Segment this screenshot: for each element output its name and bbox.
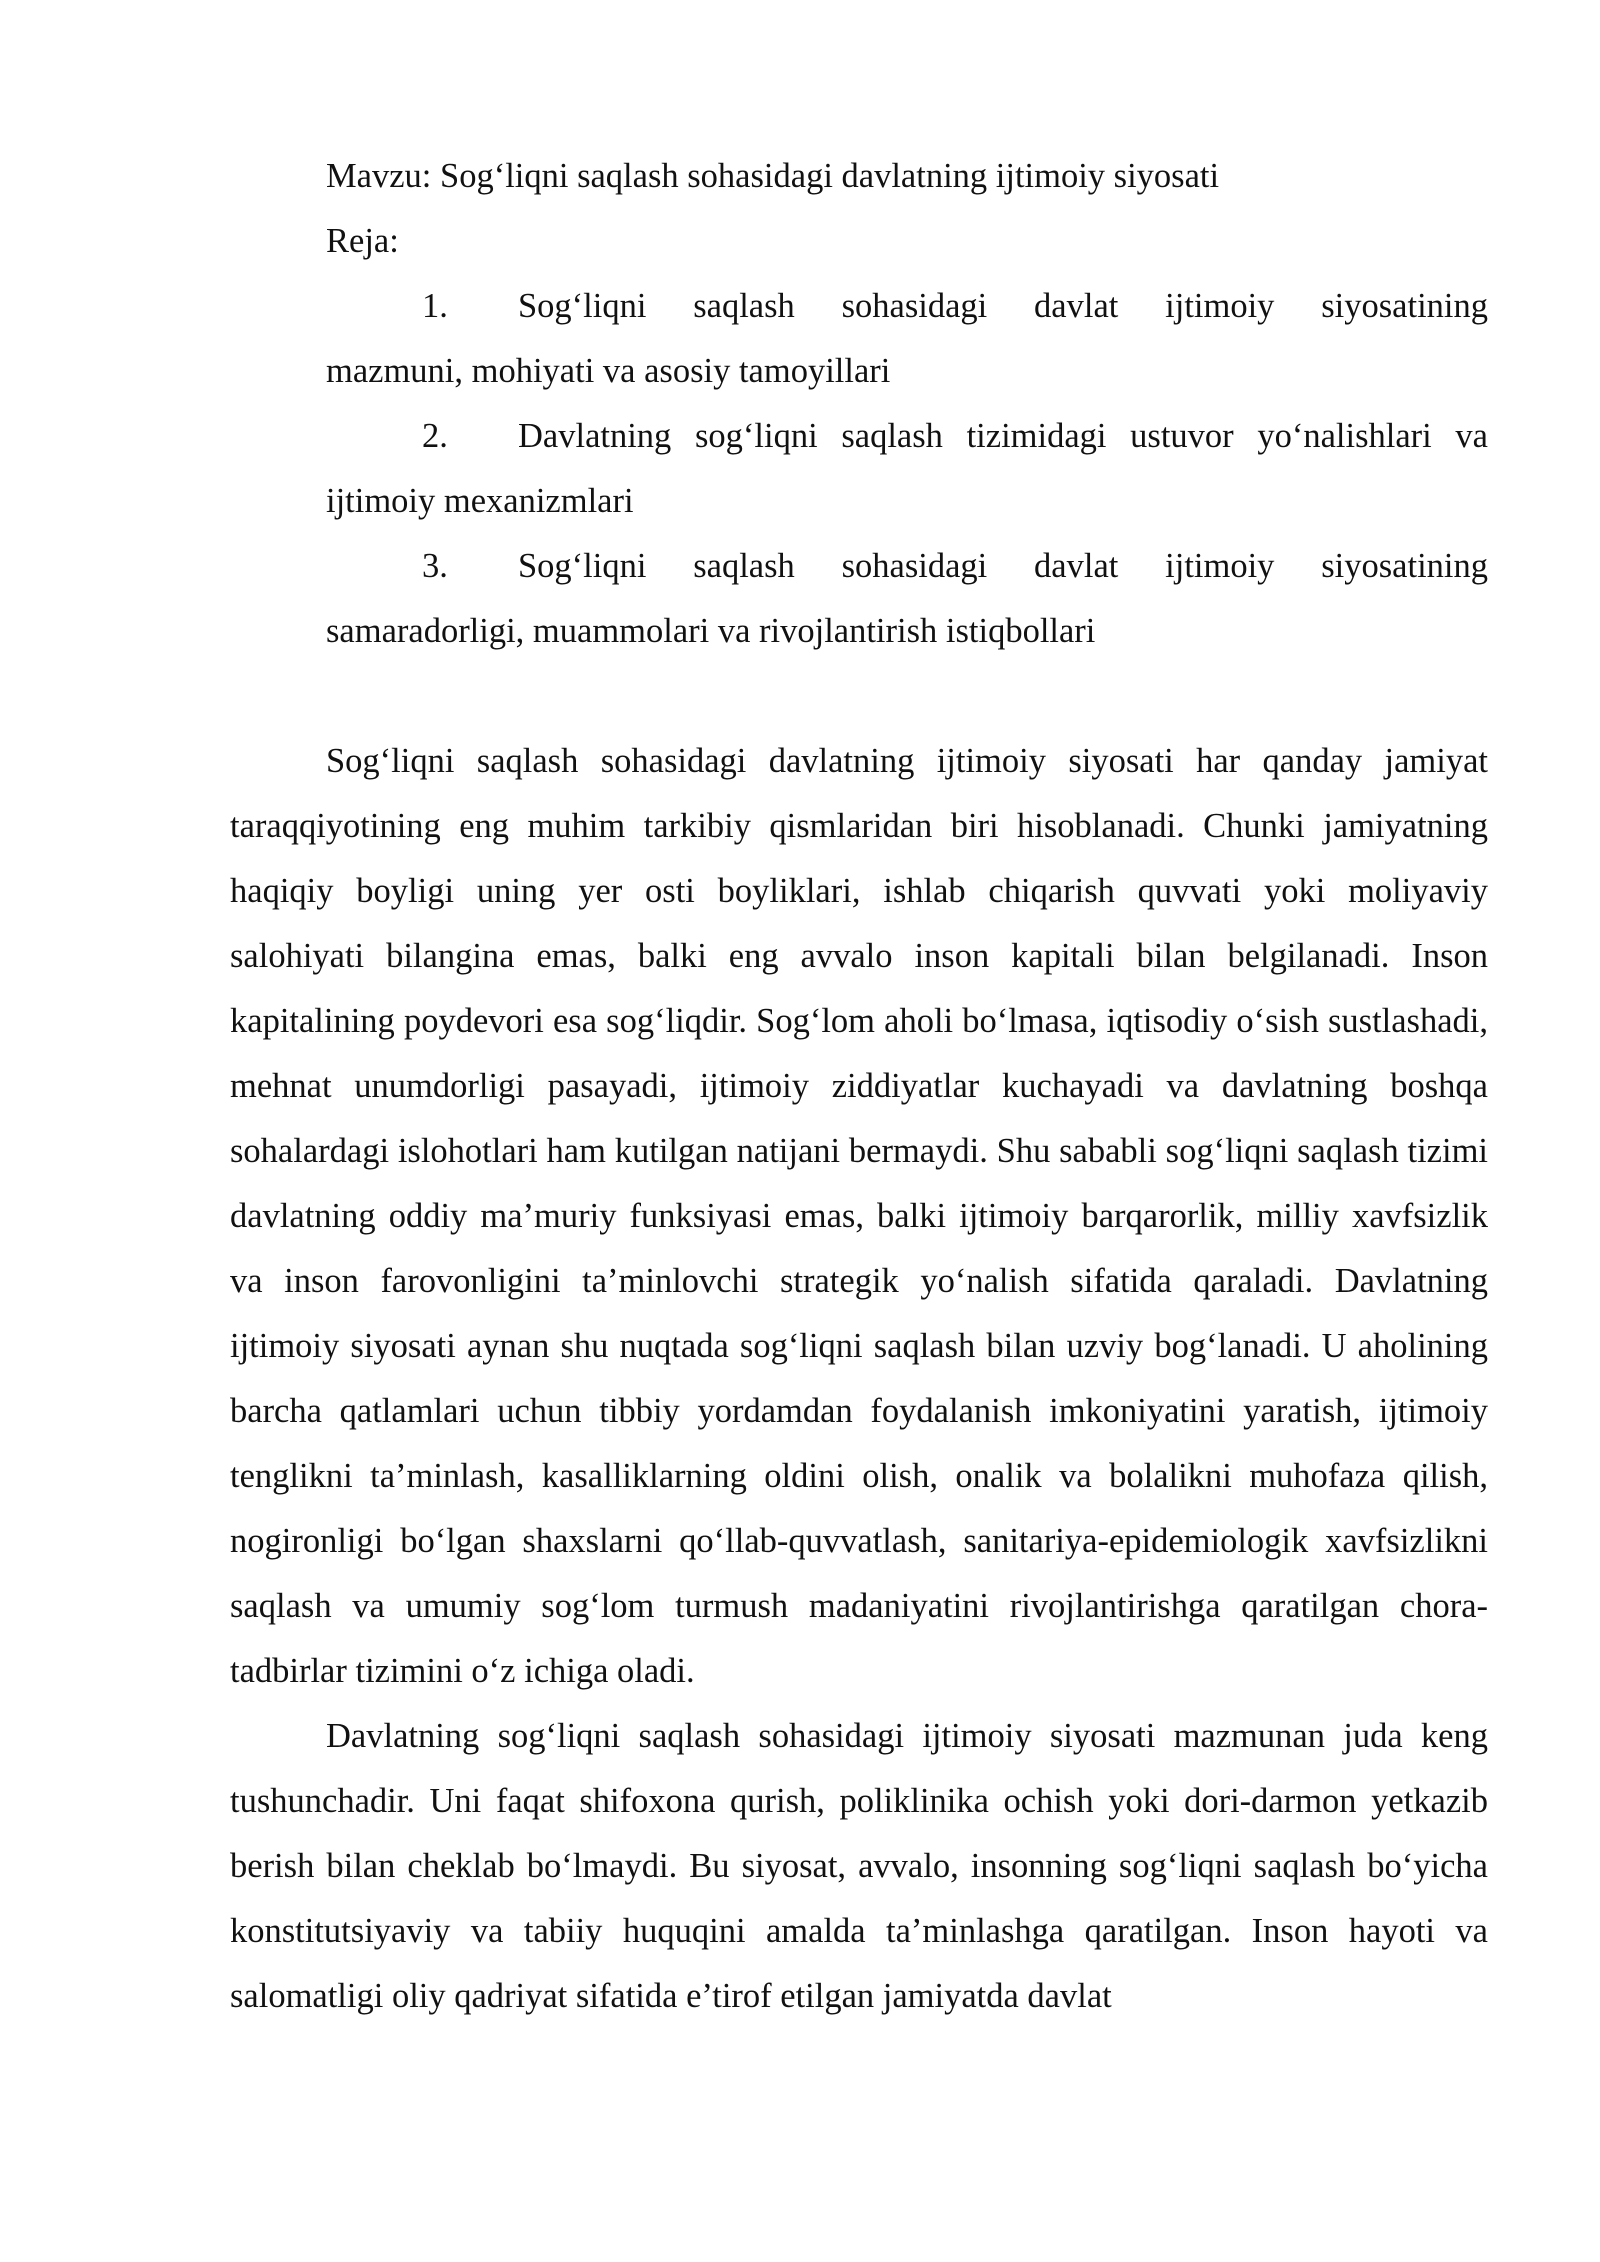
blank-line <box>230 664 1488 729</box>
plan-label: Reja: <box>326 222 399 260</box>
plan-item <box>230 534 1488 664</box>
plan-item <box>230 274 1488 404</box>
plan-item-continuation: ijtimoiy mexanizmlari <box>326 482 634 520</box>
plan-list <box>230 274 1488 664</box>
plan-item-number: 3. <box>422 547 448 585</box>
body-paragraph: Davlatning sog‘liqni saqlash sohasidagi ijtimoiy siyosati mazmunan juda keng tushunchadir. Uni faqat shifoxona qurish, poliklinika ochish yoki dori-darmon yetkazib berish bilan cheklab bo‘lmaydi. Bu siyosat, avvalo, insonning sog‘liqni saqlash bo‘yicha konstitutsiyaviy va tabiiy huquqini amalda ta’minlashga qaratilgan. Inson hayoti va salomatligi oliy qadriyat sifatida e’tirof etilgan jamiyatda davlat <box>230 1717 1488 2015</box>
plan-item-first-line <box>326 274 1488 339</box>
plan-item-first-line <box>326 404 1488 469</box>
document-content <box>230 144 1488 2029</box>
plan-item-continuation: mazmuni, mohiyati va asosiy tamoyillari <box>326 352 891 390</box>
document-topic: Mavzu: Sog‘liqni saqlash sohasidagi davlatning ijtimoiy siyosati <box>326 157 1220 195</box>
plan-item-continuation: samaradorligi, muammolari va rivojlantirish istiqbollari <box>326 612 1096 650</box>
body-paragraph: Sog‘liqni saqlash sohasidagi davlatning ijtimoiy siyosati har qanday jamiyat taraqqiyotining eng muhim tarkibiy qismlaridan biri hisoblanadi. Chunki jamiyatning haqiqiy boyligi uning yer osti boyliklari, ishlab chiqarish quvvati yoki moliyaviy salohiyati bilangina emas, balki eng avvalo inson kapitali bilan belgilanadi. Inson kapitalining poydevori esa sog‘liqdir. Sog‘lom aholi bo‘lmasa, iqtisodiy o‘sish sustlashadi, mehnat unumdorligi pasayadi, ijtimoiy ziddiyatlar kuchayadi va davlatning boshqa sohalardagi islohotlari ham kutilgan natijani bermaydi. Shu sababli sog‘liqni saqlash tizimi davlatning oddiy ma’muriy funksiyasi emas, balki ijtimoiy barqarorlik, milliy xavfsizlik va inson farovonligini ta’minlovchi strategik yo‘nalish sifatida qaraladi. Davlatning ijtimoiy siyosati aynan shu nuqtada sog‘liqni saqlash bilan uzviy bog‘lanadi. U aholining barcha qatlamlari uchun tibbiy yordamdan foydalanish imkoniyatini yaratish, ijtimoiy tenglikni ta’minlash, kasalliklarning oldini olish, onalik va bolalikni muhofaza qilish, nogironligi bo‘lgan shaxslarni qo‘llab-quvvatlash, sanitariya-epidemiologik xavfsizlikni saqlash va umumiy sog‘lom turmush madaniyatini rivojlantirishga qaratilgan chora-tadbirlar tizimini o‘z ichiga oladi. <box>230 742 1488 1690</box>
plan-item-number: 1. <box>422 287 448 325</box>
plan-item-first-line <box>326 534 1488 599</box>
plan-item-text: Davlatning sog‘liqni saqlash tizimidagi ustuvor yo‘nalishlari va <box>518 417 1488 455</box>
plan-item-text: Sog‘liqni saqlash sohasidagi davlat ijtimoiy siyosatining <box>518 547 1488 585</box>
plan-item <box>230 404 1488 534</box>
plan-item-text: Sog‘liqni saqlash sohasidagi davlat ijtimoiy siyosatining <box>518 287 1488 325</box>
plan-item-number: 2. <box>422 417 448 455</box>
